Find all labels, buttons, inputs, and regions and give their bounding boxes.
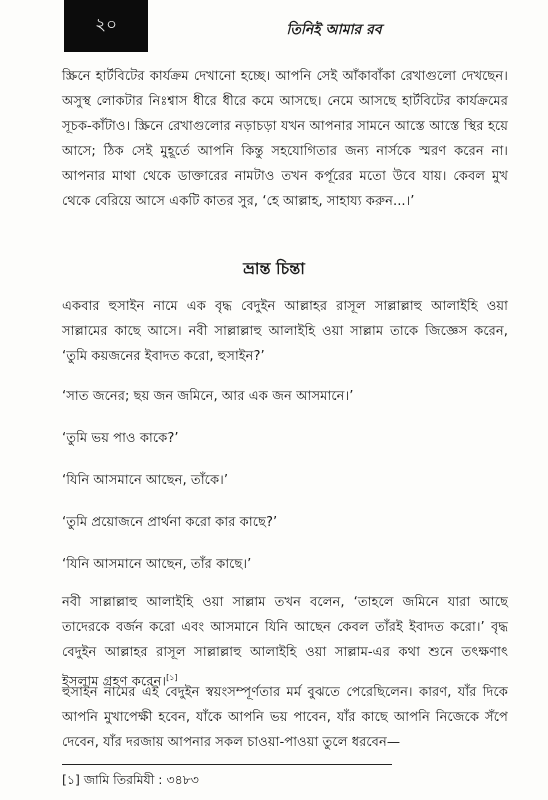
- section-heading: ভ্রান্ত চিন্তা: [243, 259, 305, 278]
- paragraph-3: [62, 590, 508, 694]
- dialogue-line: ‘সাত জনের; ছয় জন জমিনে, আর এক জন আসমানে।’: [62, 389, 354, 404]
- footnote: [62, 772, 199, 792]
- dialogue-line: ‘যিনি আসমানে আছেন, তাঁকে।’: [62, 473, 229, 488]
- footnote-divider: [62, 764, 392, 765]
- dialogue-line: ‘তুমি প্রয়োজনে প্রার্থনা করো কার কাছে?’: [62, 515, 278, 530]
- running-title: তিনিই আমার রব: [286, 22, 382, 38]
- paragraph-4: হুসাইন নামের এই বেদুইন স্বয়ংসম্পূর্ণতার মর্ম বুঝতে পেরেছিলেন। কারণ, যাঁর দিকে আপনি মুখাপেক্ষী হবেন, যাঁকে আপনি ভয় পাবেন, যাঁর কাছে আপনি নিজেকে সঁপে দেবেন, যাঁর দরজায় আপনার সকল চাওয়া-পাওয়া তুলে ধরবেন—: [62, 685, 508, 750]
- page-number-text: ২০: [94, 15, 118, 35]
- dialogue-line: ‘যিনি আসমানে আছেন, তাঁর কাছে।’: [62, 557, 252, 572]
- footnote-marker: [১]: [62, 772, 80, 787]
- paragraph-1: স্ক্রিনে হার্টবিটের কার্যক্রম দেখানো হচ্ছে। আপনি সেই আঁকাবাঁকা রেখাগুলো দেখছেন। অসুস্থ লোকটার নিঃশ্বাস ধীরে ধীরে কমে আসছে। নেমে আসছে হার্টবিটের কার্যক্রমের সূচক-কাঁটাও। স্ক্রিনে রেখাগুলোর নড়াচড়া যখন আপনার সামনে আস্তে আস্তে স্থির হয়ে আসে; ঠিক সেই মুহূর্তে আপনি কিন্তু সহযোগিতার জন্য নার্সকে স্মরণ করেন না। আপনার মাথা থেকে ডাক্তারের নামটাও তখন কর্পূরের মতো উবে যায়। কেবল মুখ থেকে বেরিয়ে আসে একটি কাতর সুর, ‘হে আল্লাহ, সাহায্য করুন...।’: [62, 69, 508, 209]
- footnote-text: জামি তিরমিযী : ৩৪৮৩: [83, 772, 199, 787]
- dialogue-line: ‘তুমি ভয় পাও কাকে?’: [62, 431, 179, 446]
- page-number: [64, 0, 148, 52]
- footnote-reference[interactable]: [১]: [166, 673, 178, 682]
- paragraph-2: একবার হুসাইন নামে এক বৃদ্ধ বেদুইন আল্লাহর রাসূল সাল্লাল্লাহু আলাইহি ওয়া সাল্লামের কাছে আসে। নবী সাল্লাল্লাহু আলাইহি ওয়া সাল্লাম তাকে জিজ্ঞেস করেন, ‘তুমি কয়জনের ইবাদত করো, হুসাইন?’: [62, 299, 508, 364]
- paragraph-3-text: নবী সাল্লাল্লাহু আলাইহি ওয়া সাল্লাম তখন বলেন, ‘তাহলে জমিনে যারা আছে তাদেরকে বর্জন করো এবং আসমানে যিনি আছেন কেবল তাঁরই ইবাদত করো।’ বৃদ্ধ বেদুইন আল্লাহর রাসূল সাল্লাল্লাহু আলাইহি ওয়া সাল্লাম-এর কথা শুনে তৎক্ষণাৎ ইসলাম গ্রহণ করেন।: [62, 595, 508, 690]
